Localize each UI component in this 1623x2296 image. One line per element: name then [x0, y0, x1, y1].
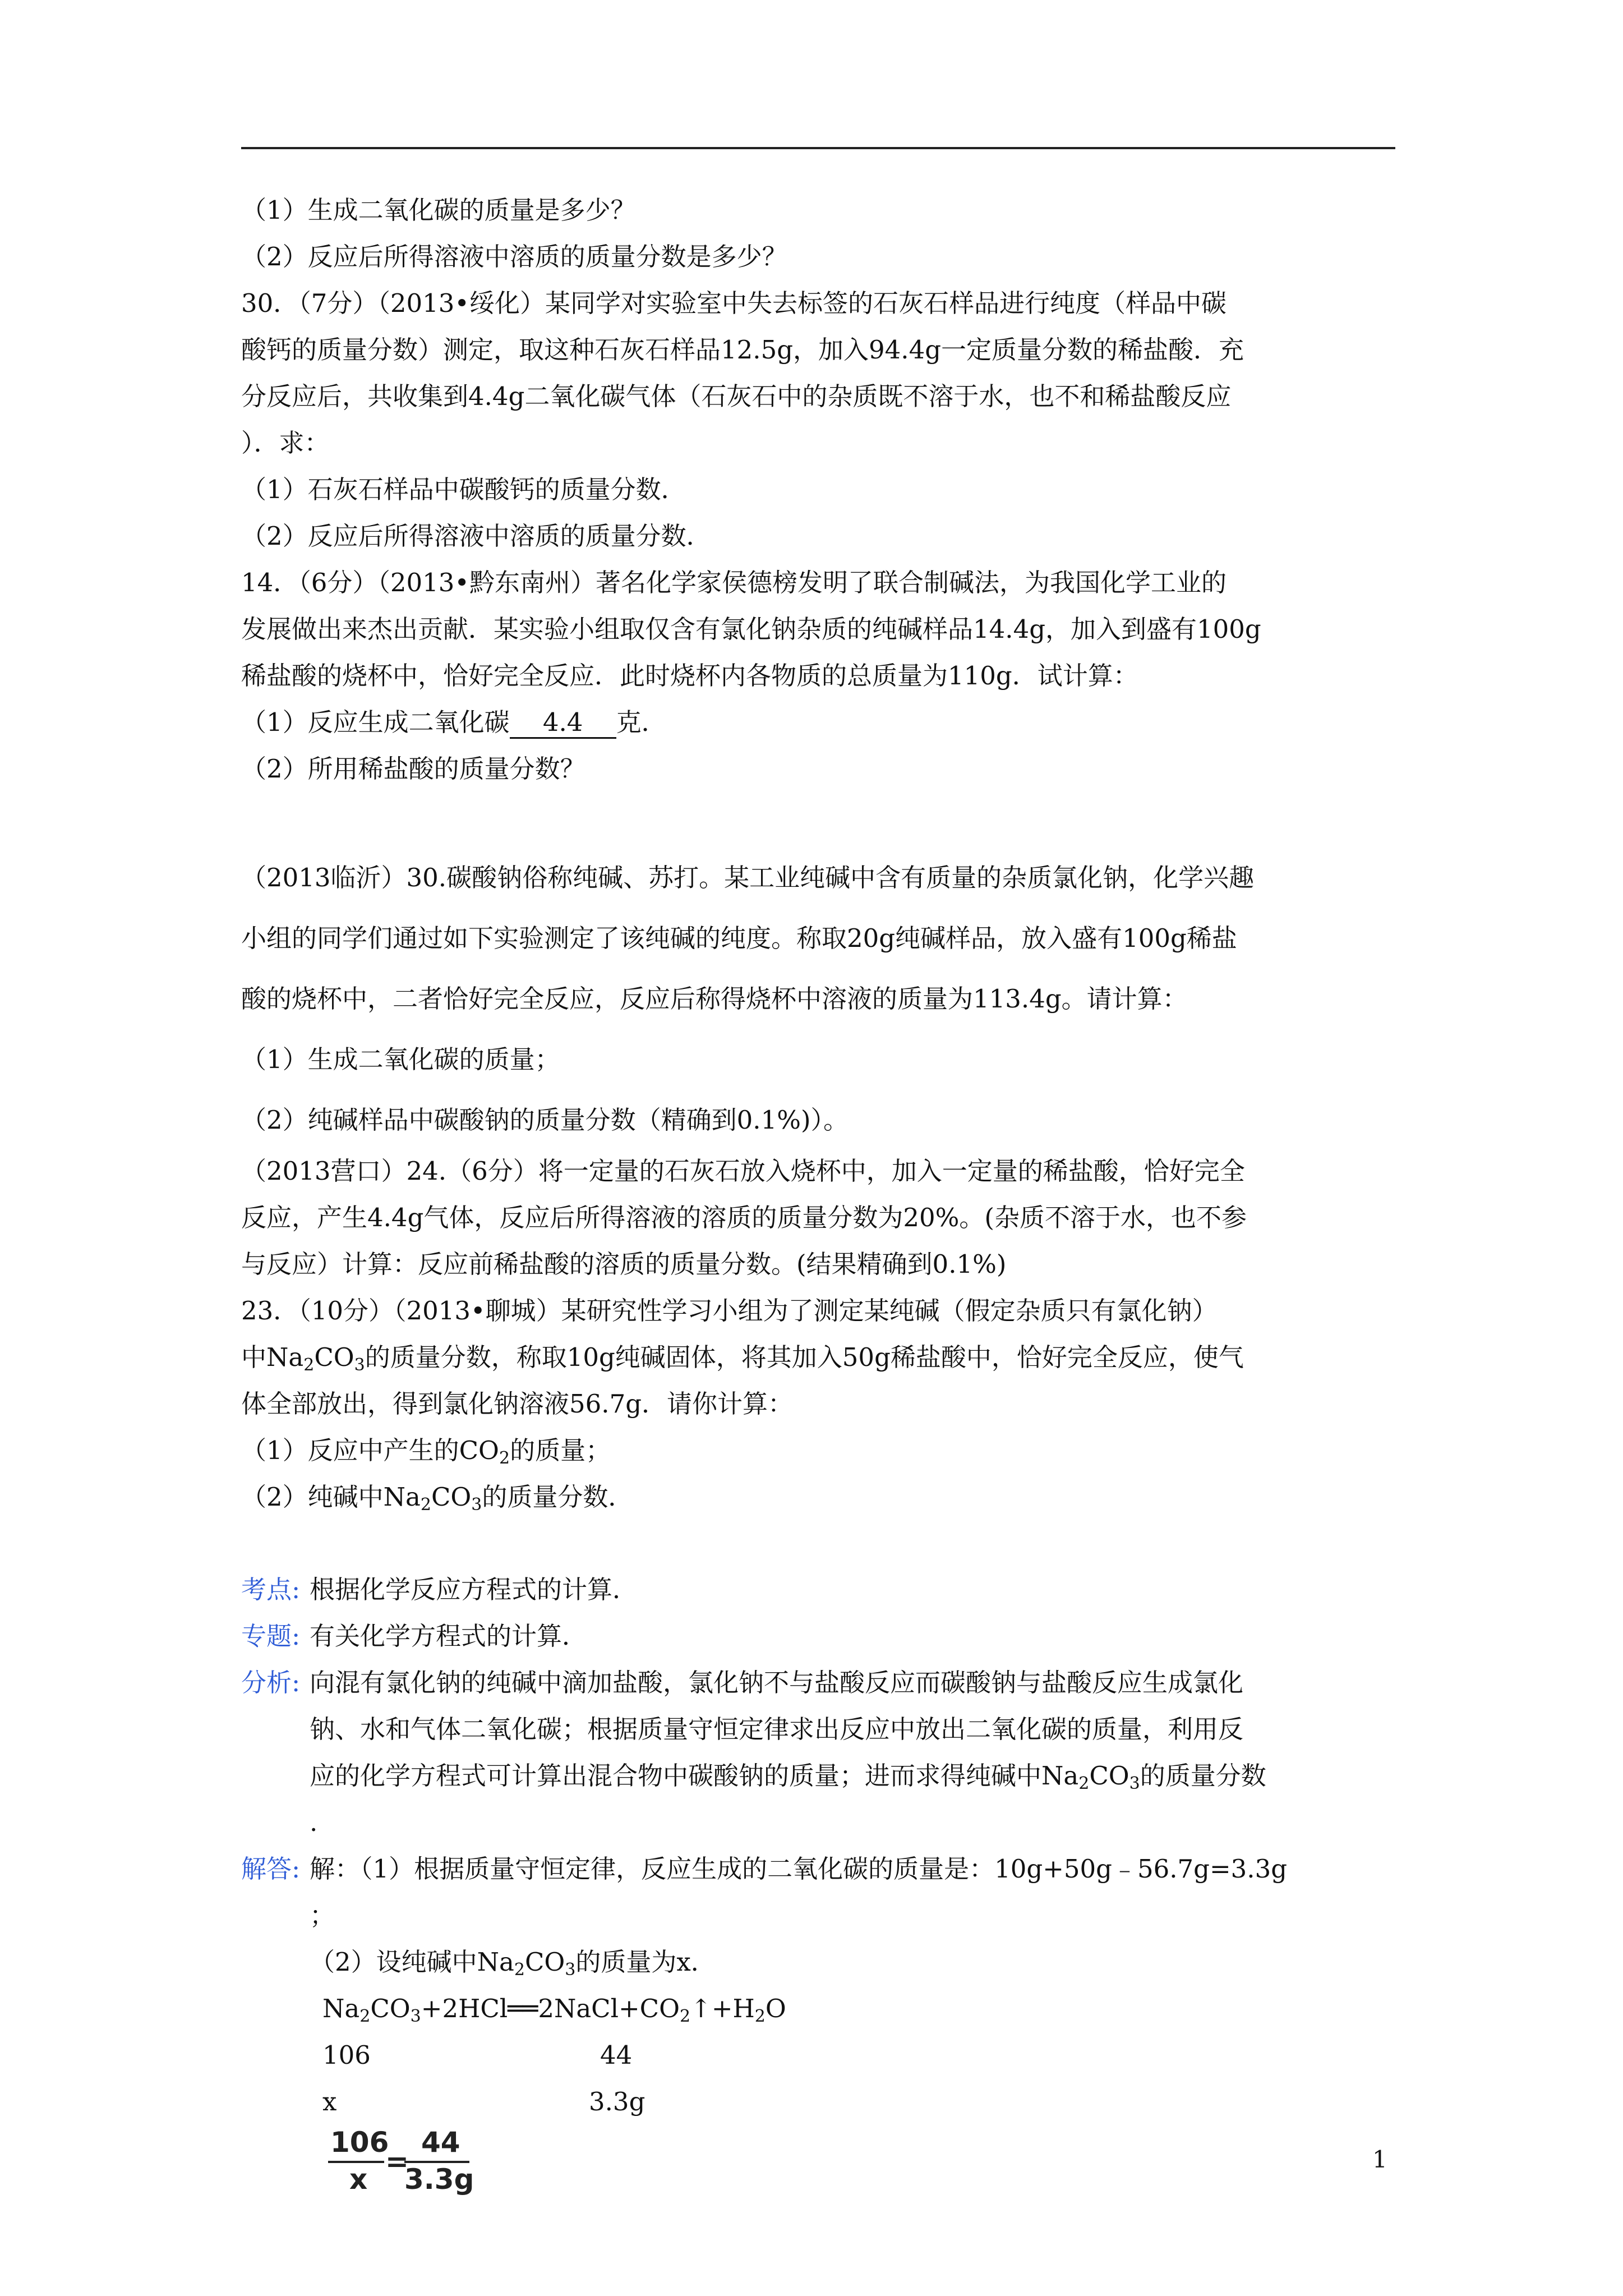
molar-mass-right: 44 — [600, 2040, 633, 2070]
subscript: 2 — [754, 2007, 766, 2026]
question-line: 与反应）计算：反应前稀盐酸的溶质的质量分数。(结果精确到0.1%) — [241, 1249, 1007, 1279]
equals-sign: = — [385, 2145, 409, 2178]
subscript: 2 — [499, 1448, 510, 1468]
jieda-text: 的质量为x． — [575, 1947, 716, 1977]
fraction-numerator: 106 — [330, 2126, 389, 2159]
question-line: 反应，产生4.4g气体，反应后所得溶液的溶质的质量分数为20%。(杂质不溶于水，也不参 — [241, 1203, 1247, 1232]
fenxi-line: . — [310, 1807, 318, 1837]
subscript: 3 — [410, 2007, 421, 2026]
fenxi-line: 钠、水和气体二氧化碳；根据质量守恒定律求出反应中放出二氧化碳的质量，利用反 — [310, 1714, 1244, 1744]
formula: +2HCl══2NaCl+CO — [421, 1994, 680, 2023]
question-line: （1）生成二氧化碳的质量； — [241, 1045, 560, 1074]
question-line: （2）反应后所得溶液中溶质的质量分数是多少？ — [241, 242, 787, 272]
question-line: 分反应后，共收集到4.4g二氧化碳气体（石灰石中的杂质既不溶于水，也不和稀盐酸反应 — [241, 381, 1232, 411]
question-text: 的质量分数，称取10g纯碱固体，将其加入50g稀盐酸中，恰好完全反应，使气 — [365, 1342, 1244, 1372]
jieda-line: 解：（1）根据质量守恒定律，反应生成的二氧化碳的质量是：10g+50g﹣56.7g=3.3g — [310, 1854, 1288, 1884]
variable-left: x — [322, 2087, 337, 2116]
fenxi-text: 应的化学方程式可计算出混合物中碳酸钠的质量；进而求得纯碱中 — [310, 1761, 1042, 1791]
subscript: 3 — [354, 1355, 365, 1375]
header-rule — [241, 147, 1395, 149]
subscript: 2 — [680, 2007, 691, 2026]
jieda-line — [310, 1945, 716, 1979]
question-line: 酸的烧杯中，二者恰好完全反应，反应后称得烧杯中溶液的质量为113.4g。请计算： — [241, 984, 1188, 1014]
formula: ↑+H — [690, 1994, 755, 2023]
question-line: 14．（6分）（2013•黔东南州）著名化学家侯德榜发明了联合制碱法，为我国化学工业的 — [241, 568, 1227, 597]
formula: O — [765, 1994, 786, 2023]
question-text: CO — [431, 1482, 472, 1512]
fenxi-label: 分析: — [241, 1668, 301, 1697]
question-line: 体全部放出，得到氯化钠溶液56.7g．请你计算： — [241, 1389, 794, 1419]
question-text: 的质量分数． — [482, 1482, 634, 1512]
question-line: （2）纯碱样品中碳酸钠的质量分数（精确到0.1%)）。 — [241, 1105, 849, 1135]
question-line: 稀盐酸的烧杯中，恰好完全反应．此时烧杯内各物质的总质量为110g．试计算： — [241, 661, 1138, 691]
question-line: （2）反应后所得溶液中溶质的质量分数． — [241, 521, 712, 551]
subscript: 3 — [565, 1960, 576, 1980]
subscript: 2 — [420, 1495, 431, 1515]
subscript: 2 — [514, 1960, 525, 1980]
question-line: 小组的同学们通过如下实验测定了该纯碱的纯度。称取20g纯碱样品，放入盛有100g稀盐 — [241, 923, 1237, 953]
fraction-denominator: 3.3g — [404, 2163, 474, 2196]
question-text: （1）反应生成二氧化碳 — [241, 707, 510, 737]
subscript: 3 — [471, 1495, 482, 1515]
variable-right: 3.3g — [589, 2087, 645, 2116]
subscript: 2 — [303, 1355, 315, 1375]
kaodian-text: 根据化学反应方程式的计算． — [310, 1575, 638, 1604]
chemical-equation — [322, 1992, 786, 2026]
question-line: （1）石灰石样品中碳酸钙的质量分数． — [241, 475, 686, 504]
fenxi-line: 向混有氯化钠的纯碱中滴加盐酸，氯化钠不与盐酸反应而碳酸钠与盐酸反应生成氯化 — [310, 1668, 1244, 1697]
page-number: 1 — [1372, 2146, 1387, 2173]
question-line: 23．（10分）（2013•聊城）某研究性学习小组为了测定某纯碱（假定杂质只有氯化钠） — [241, 1296, 1218, 1326]
zhuanti-text: 有关化学方程式的计算． — [310, 1621, 588, 1651]
subscript: 2 — [359, 2007, 371, 2026]
question-line — [241, 1480, 633, 1514]
question-text: CO — [314, 1342, 354, 1372]
question-line: （1）生成二氧化碳的质量是多少？ — [241, 195, 636, 225]
question-line: 发展做出来杰出贡献．某实验小组取仅含有氯化钠杂质的纯碱样品14.4g，加入到盛有100g — [241, 614, 1261, 644]
proportion-fraction — [328, 2126, 474, 2199]
question-line — [241, 1341, 1244, 1374]
formula: CO — [524, 1947, 565, 1977]
jieda-text: （2）设纯碱中 — [310, 1947, 477, 1977]
subscript: 2 — [1078, 1774, 1090, 1793]
fraction-numerator: 44 — [421, 2126, 460, 2159]
question-text: （1）反应中产生的CO — [241, 1435, 499, 1465]
kaodian-label: 考点: — [241, 1575, 301, 1604]
question-line: ）．求： — [241, 428, 330, 458]
question-line: （2）所用稀盐酸的质量分数？ — [241, 754, 585, 784]
question-line — [241, 1434, 611, 1467]
question-text: 克． — [616, 707, 667, 737]
question-line: 30．（7分）（2013•绥化）某同学对实验室中失去标签的石灰石样品进行纯度（样品中碳 — [241, 288, 1227, 318]
jieda-label: 解答: — [241, 1854, 301, 1884]
formula: CO — [1089, 1761, 1129, 1791]
formula: Na — [1041, 1761, 1079, 1791]
question-text: （2）纯碱中Na — [241, 1482, 421, 1512]
answer-blank: 4.4 — [510, 708, 616, 739]
fenxi-line — [310, 1759, 1266, 1793]
fraction-denominator: x — [349, 2163, 368, 2196]
question-text: 的质量； — [510, 1435, 611, 1465]
formula: Na — [477, 1947, 514, 1977]
question-line — [241, 706, 667, 739]
molar-mass-left: 106 — [322, 2040, 371, 2070]
question-line: 酸钙的质量分数）测定，取这种石灰石样品12.5g，加入94.4g一定质量分数的稀盐酸．充 — [241, 335, 1244, 365]
formula: CO — [370, 1994, 411, 2023]
subscript: 3 — [1129, 1774, 1140, 1793]
question-line: （2013营口）24.（6分）将一定量的石灰石放入烧杯中，加入一定量的稀盐酸，恰好完全 — [241, 1156, 1245, 1186]
question-line: （2013临沂）30.碳酸钠俗称纯碱、苏打。某工业纯碱中含有质量的杂质氯化钠，化学兴趣 — [241, 863, 1255, 892]
question-text: 中Na — [241, 1342, 304, 1372]
jieda-line: ； — [310, 1901, 335, 1930]
fenxi-text: 的质量分数 — [1140, 1761, 1266, 1791]
zhuanti-label: 专题: — [241, 1621, 301, 1651]
formula: Na — [322, 1994, 360, 2023]
